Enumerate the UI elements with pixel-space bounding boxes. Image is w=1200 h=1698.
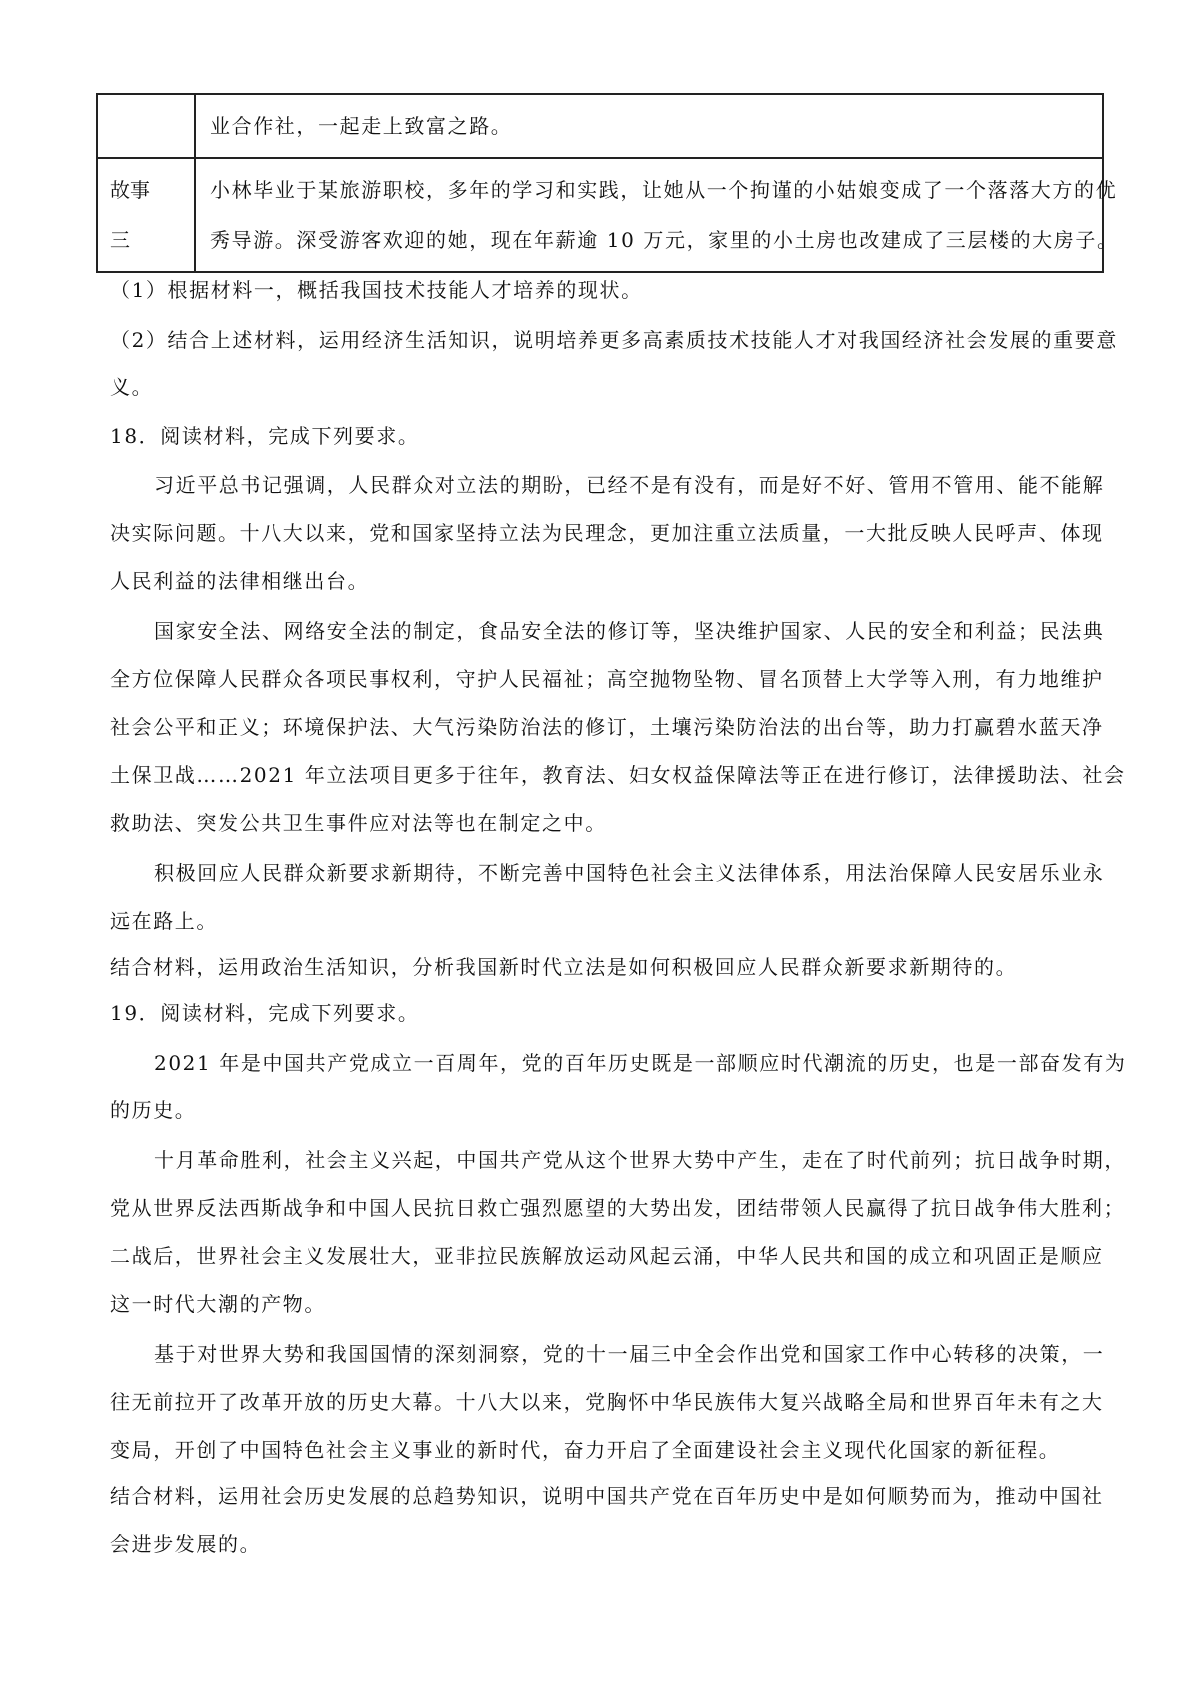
story-content-cell: [195, 94, 1103, 158]
q17-subquestion-1: （1）根据材料一，概括我国技术技能人才培养的现状。: [110, 278, 643, 302]
q19-paragraph-2: 二战后，世界社会主义发展壮大，亚非拉民族解放运动风起云涌，中华人民共和国的成立和巩固正是顺应: [110, 1244, 1104, 1268]
story-table: [96, 93, 1119, 273]
q19-paragraph-2: 党从世界反法西斯战争和中国人民抗日救亡强烈愿望的大势出发，团结带领人民赢得了抗日战争伟大胜利；: [110, 1196, 1126, 1220]
table-row: [97, 94, 1103, 158]
q17-subquestion-2: 义。: [110, 375, 154, 399]
q18-heading: 18．阅读材料，完成下列要求。: [110, 424, 420, 448]
q18-paragraph-2: 土保卫战……2021 年立法项目更多于往年，教育法、妇女权益保障法等正在进行修订，法律援助法、社会: [110, 763, 1126, 787]
story-text-line: 小林毕业于某旅游职校，多年的学习和实践，让她从一个拘谨的小姑娘变成了一个落落大方的优: [210, 178, 1118, 202]
q17-subquestion-2: （2）结合上述材料，运用经济生活知识，说明培养更多高素质技术技能人才对我国经济社会发展的重要意: [110, 328, 1118, 352]
q19-paragraph-3: 变局，开创了中国特色社会主义事业的新时代，奋力开启了全面建设社会主义现代化国家的新征程。: [110, 1438, 1061, 1462]
table-row: [97, 158, 1103, 272]
story-text-line: 业合作社，一起走上致富之路。: [210, 114, 513, 138]
q19-heading: 19．阅读材料，完成下列要求。: [110, 1001, 420, 1025]
q18-paragraph-1: 人民利益的法律相继出台。: [110, 569, 370, 593]
q19-paragraph-2: 这一时代大潮的产物。: [110, 1292, 326, 1316]
q19-question: 会进步发展的。: [110, 1532, 262, 1556]
story-label: 故事: [110, 178, 150, 202]
story-label: 三: [110, 228, 130, 252]
story-content-cell: [195, 158, 1119, 272]
q18-paragraph-1: 决实际问题。十八大以来，党和国家坚持立法为民理念，更加注重立法质量，一大批反映人民呼声、体现: [110, 521, 1104, 545]
q19-paragraph-1: 的历史。: [110, 1098, 197, 1122]
story-label-cell: [97, 94, 195, 158]
q18-paragraph-1: 习近平总书记强调，人民群众对立法的期盼，已经不是有没有，而是好不好、管用不管用、能不能解: [154, 473, 1105, 497]
q18-paragraph-3: 积极回应人民群众新要求新期待，不断完善中国特色社会主义法律体系，用法治保障人民安居乐业永: [154, 861, 1105, 885]
story-text-line: 秀导游。深受游客欢迎的她，现在年薪逾 10 万元，家里的小土房也改建成了三层楼的大房子。: [210, 228, 1119, 252]
q19-paragraph-1: 2021 年是中国共产党成立一百周年，党的百年历史既是一部顺应时代潮流的历史，也是一部奋发有为: [154, 1051, 1127, 1075]
q19-paragraph-3: 往无前拉开了改革开放的历史大幕。十八大以来，党胸怀中华民族伟大复兴战略全局和世界百年未有之大: [110, 1390, 1104, 1414]
q18-paragraph-2: 救助法、突发公共卫生事件应对法等也在制定之中。: [110, 811, 607, 835]
q18-paragraph-2: 全方位保障人民群众各项民事权利，守护人民福祉；高空抛物坠物、冒名顶替上大学等入刑，有力地维护: [110, 667, 1104, 691]
q18-paragraph-2: 社会公平和正义；环境保护法、大气污染防治法的修订，土壤污染防治法的出台等，助力打赢碧水蓝天净: [110, 715, 1104, 739]
q18-question: 结合材料，运用政治生活知识，分析我国新时代立法是如何积极回应人民群众新要求新期待的。: [110, 955, 1018, 979]
q18-paragraph-3: 远在路上。: [110, 909, 218, 933]
story-label-cell: [97, 158, 195, 272]
q19-paragraph-2: 十月革命胜利，社会主义兴起，中国共产党从这个世界大势中产生，走在了时代前列；抗日战争时期，: [154, 1148, 1126, 1172]
q18-paragraph-2: 国家安全法、网络安全法的制定，食品安全法的修订等，坚决维护国家、人民的安全和利益；民法典: [154, 619, 1105, 643]
q19-question: 结合材料，运用社会历史发展的总趋势知识，说明中国共产党在百年历史中是如何顺势而为，推动中国社: [110, 1484, 1104, 1508]
q19-paragraph-3: 基于对世界大势和我国国情的深刻洞察，党的十一届三中全会作出党和国家工作中心转移的决策，一: [154, 1342, 1105, 1366]
